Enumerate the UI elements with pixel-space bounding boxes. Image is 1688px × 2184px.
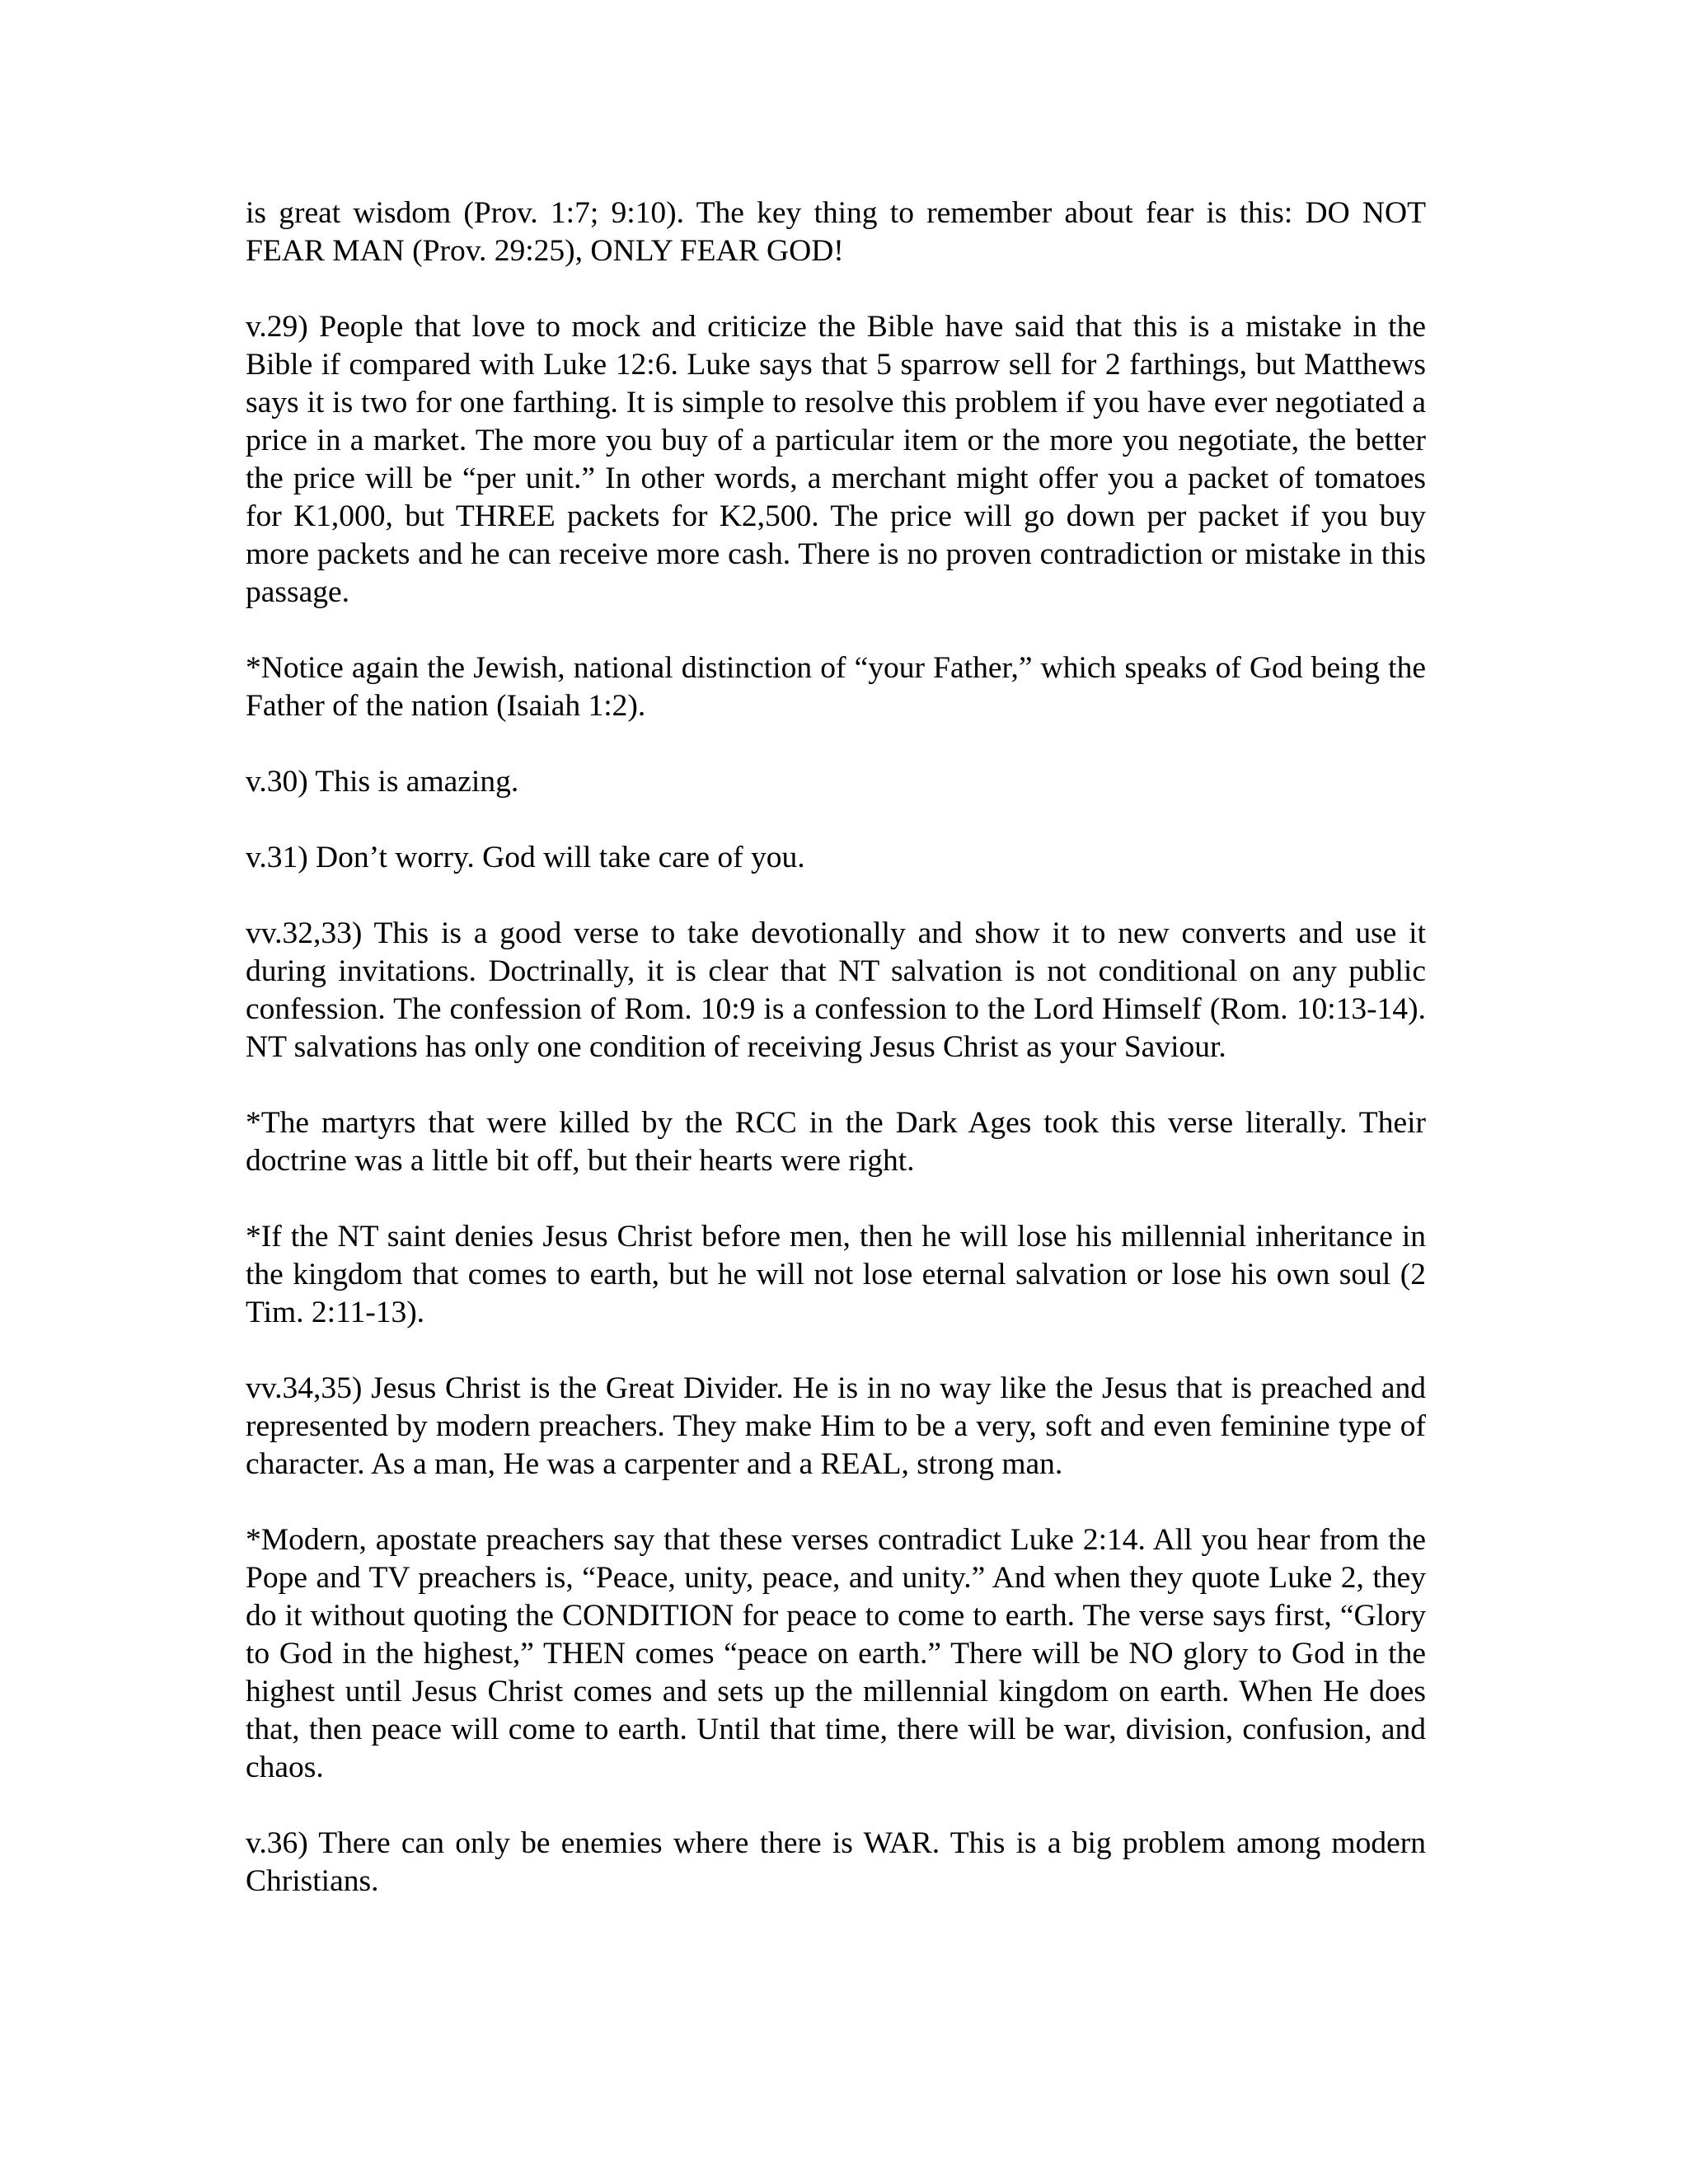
paragraph-vv32-33: vv.32,33) This is a good verse to take devotionally and show it to new converts and use it during invitations. Doctrinally, it is clear that NT salvation is not conditional on any public confession. The confession of Rom. 10:9 is a confession to the Lord Himself (Rom. 10:13-14). NT salvations has only one condition of receiving Jesus Christ as your Saviour. [246, 916, 1426, 1064]
paragraph-note-nt-saint: *If the NT saint denies Jesus Christ before men, then he will lose his millennial inheritance in the kingdom that comes to earth, but he will not lose eternal salvation or lose his own soul (2 Tim. 2:11-13). [246, 1220, 1426, 1329]
paragraph-v31: v.31) Don’t worry. God will take care of you. [246, 841, 805, 874]
paragraph-v29: v.29) People that love to mock and criticize the Bible have said that this is a mistake in the Bible if compared with Luke 12:6. Luke says that 5 sparrow sell for 2 farthings, but Matthews says it is two for one farthing. It is simple to resolve this problem if you have ever negotiated a price in a market. The more you buy of a particular item or the more you negotiate, the better the price will be “per unit.” In other words, a merchant might offer you a packet of tomatoes for K1,000, but THREE packets for K2,500. The price will go down per packet if you buy more packets and he can receive more cash. There is no proven contradiction or mistake in this passage. [246, 310, 1426, 609]
paragraph-note-apostate-preachers: *Modern, apostate preachers say that these verses contradict Luke 2:14. All you hear from the Pope and TV preachers is, “Peace, unity, peace, and unity.” And when they quote Luke 2, they do it without quoting the CONDITION for peace to come to earth. The verse says first, “Glory to God in the highest,” THEN comes “peace on earth.” There will be NO glory to God in the highest until Jesus Christ comes and sets up the millennial kingdom on earth. When He does that, then peace will come to earth. Until that time, there will be war, division, confusion, and chaos. [246, 1523, 1426, 1784]
paragraph-note-martyrs: *The martyrs that were killed by the RCC in the Dark Ages took this verse literally. Their doctrine was a little bit off, but their hearts were right. [246, 1106, 1426, 1178]
paragraph-vv34-35: vv.34,35) Jesus Christ is the Great Divider. He is in no way like the Jesus that is preached and represented by modern preachers. They make Him to be a very, soft and even feminine type of character. As a man, He was a carpenter and a REAL, strong man. [246, 1371, 1426, 1481]
document-page [246, 194, 1426, 1900]
paragraph-note-your-father: *Notice again the Jewish, national distinction of “your Father,” which speaks of God being the Father of the nation (Isaiah 1:2). [246, 651, 1426, 723]
paragraph-fear-wisdom: is great wisdom (Prov. 1:7; 9:10). The key thing to remember about fear is this: DO NOT FEAR MAN (Prov. 29:25), ONLY FEAR GOD! [246, 196, 1426, 268]
paragraph-v30: v.30) This is amazing. [246, 765, 519, 799]
paragraph-v36: v.36) There can only be enemies where there is WAR. This is a big problem among modern Christians. [246, 1826, 1426, 1898]
